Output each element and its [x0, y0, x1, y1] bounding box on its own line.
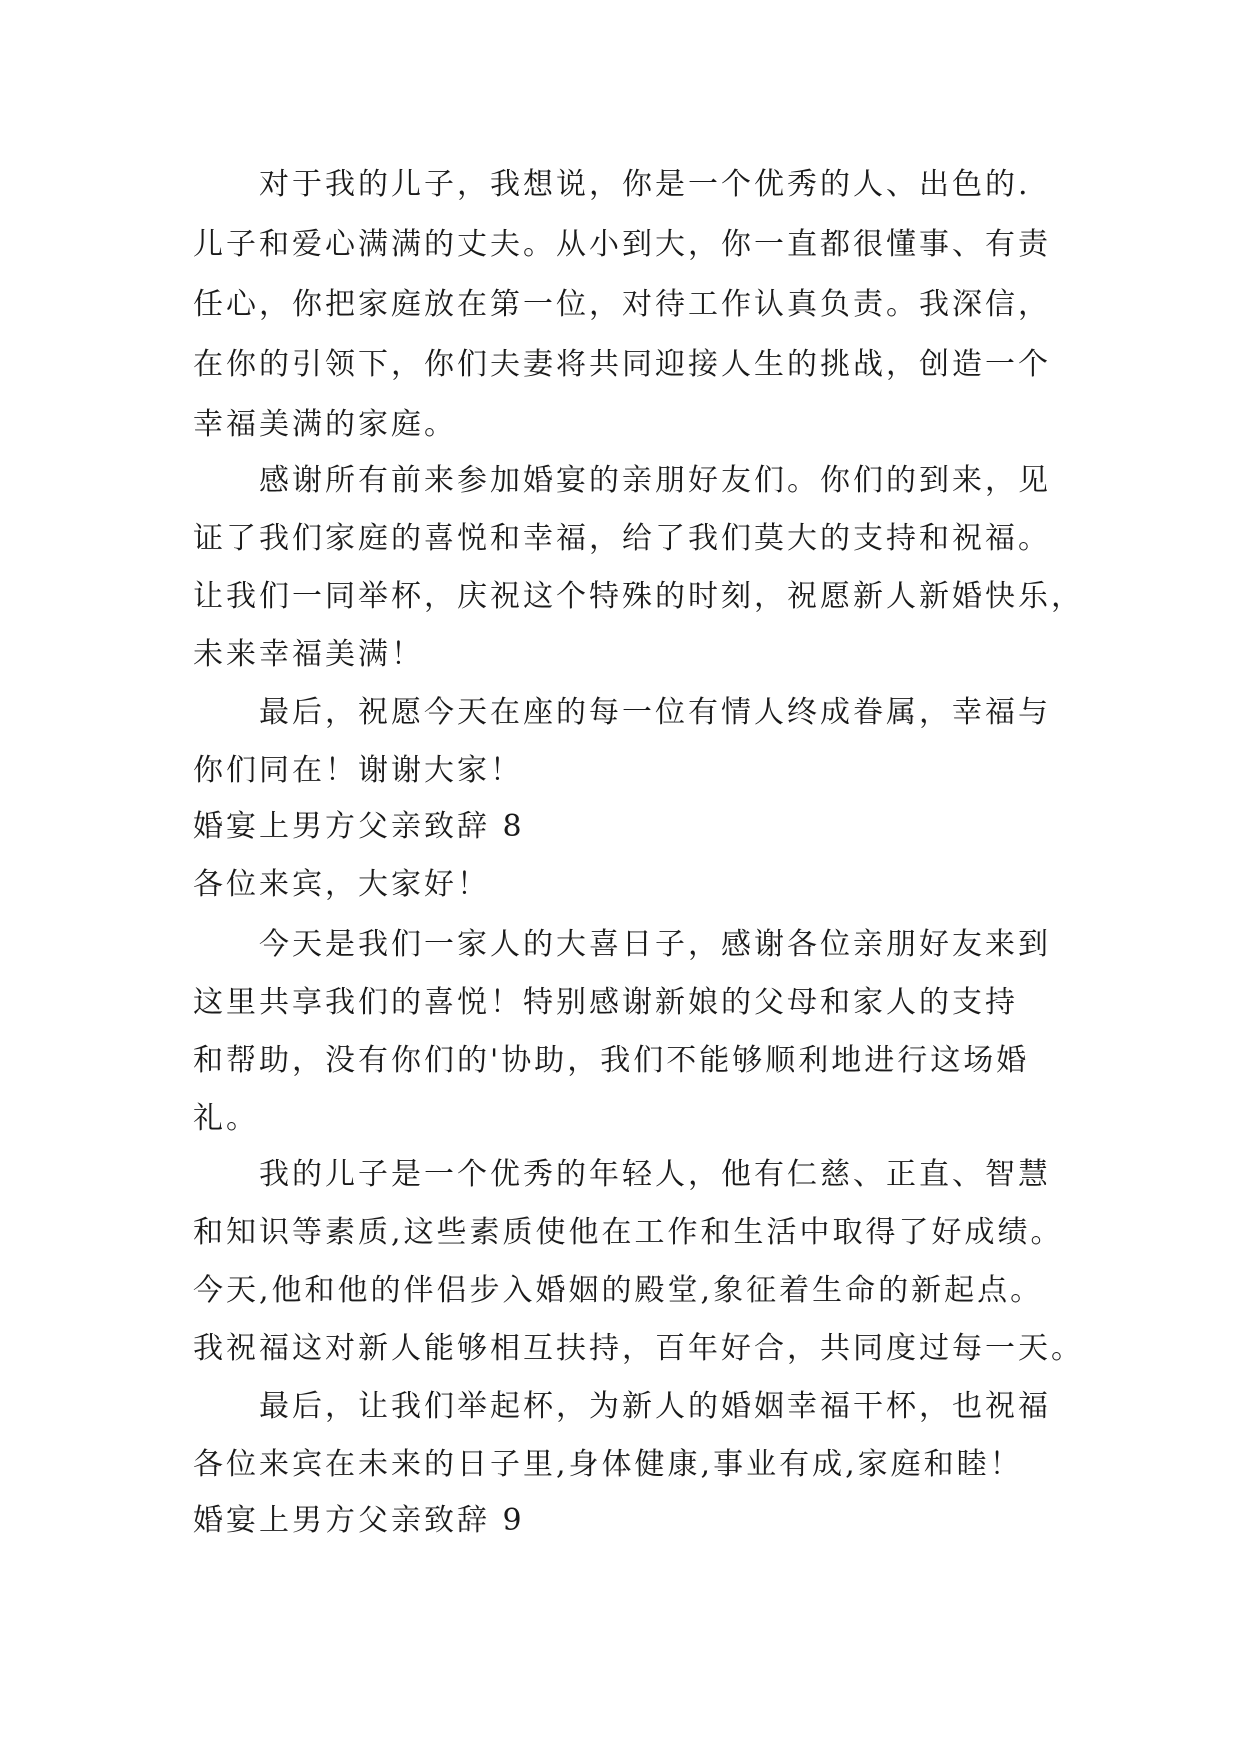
paragraph-line: 对于我的儿子，我想说，你是一个优秀的人、出色的.: [259, 167, 1031, 202]
paragraph-line: 未来幸福美满！: [193, 637, 424, 672]
paragraph-line: 我祝福这对新人能够相互扶持，百年好合，共同度过每一天。: [193, 1331, 1084, 1366]
paragraph-line: 礼。: [193, 1101, 259, 1136]
paragraph-line: 你们同在！谢谢大家！: [193, 753, 523, 788]
paragraph-line: 各位来宾在未来的日子里,身体健康,事业有成,家庭和睦！: [193, 1447, 1023, 1482]
paragraph-line: 这里共享我们的喜悦！特别感谢新娘的父母和家人的支持: [193, 985, 1018, 1020]
paragraph-line: 今天是我们一家人的大喜日子，感谢各位亲朋好友来到: [259, 927, 1051, 962]
paragraph-line: 在你的引领下，你们夫妻将共同迎接人生的挑战，创造一个: [193, 347, 1051, 382]
greeting-line: 各位来宾，大家好！: [193, 867, 490, 902]
paragraph-line: 最后，祝愿今天在座的每一位有情人终成眷属，幸福与: [259, 695, 1051, 730]
paragraph-line: 今天,他和他的伴侣步入婚姻的殿堂,象征着生命的新起点。: [193, 1273, 1044, 1308]
paragraph-line: 儿子和爱心满满的丈夫。从小到大，你一直都很懂事、有责: [193, 227, 1051, 262]
paragraph-line: 我的儿子是一个优秀的年轻人，他有仁慈、正直、智慧: [259, 1157, 1051, 1192]
section-heading: 婚宴上男方父亲致辞 8: [193, 809, 525, 844]
paragraph-line: 证了我们家庭的喜悦和幸福，给了我们莫大的支持和祝福。: [193, 521, 1051, 556]
paragraph-line: 让我们一同举杯，庆祝这个特殊的时刻，祝愿新人新婚快乐，: [193, 579, 1084, 614]
paragraph-line: 和帮助，没有你们的'协助，我们不能够顺利地进行这场婚: [193, 1043, 1030, 1078]
paragraph-line: 感谢所有前来参加婚宴的亲朋好友们。你们的到来，见: [259, 463, 1051, 498]
paragraph-line: 幸福美满的家庭。: [193, 407, 457, 442]
paragraph-line: 任心，你把家庭放在第一位，对待工作认真负责。我深信，: [193, 287, 1051, 322]
paragraph-line: 和知识等素质,这些素质使他在工作和生活中取得了好成绩。: [193, 1215, 1064, 1250]
paragraph-line: 最后，让我们举起杯，为新人的婚姻幸福干杯，也祝福: [259, 1389, 1051, 1424]
section-heading: 婚宴上男方父亲致辞 9: [193, 1503, 525, 1538]
